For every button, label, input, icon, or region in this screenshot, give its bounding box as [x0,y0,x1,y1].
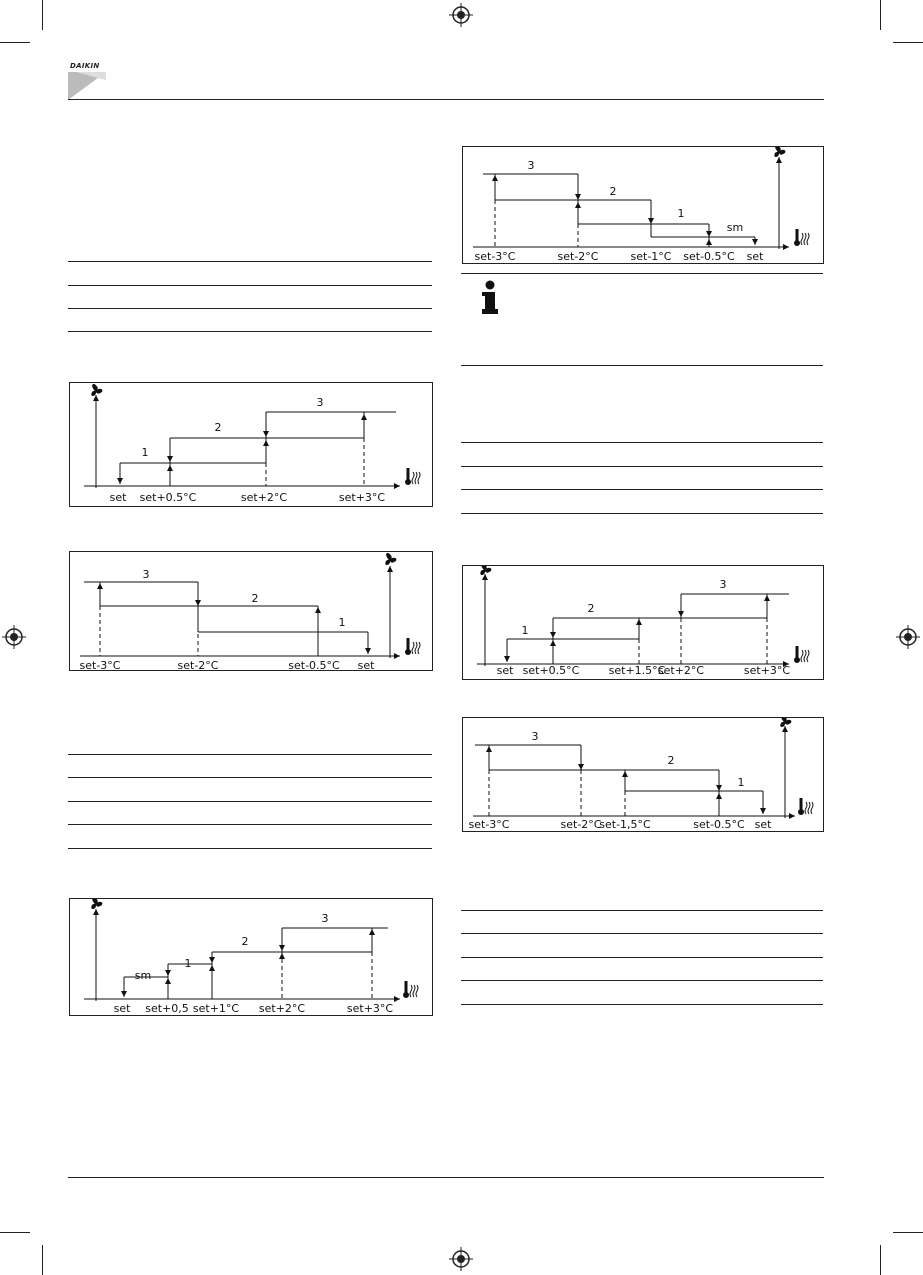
fan-step-label: 3 [316,396,324,409]
arrow-up-marker [167,465,173,471]
arrow-down-marker [550,632,556,638]
fan-speed-diagram [462,146,824,264]
arrow-down-marker [165,970,171,976]
crop-mark [42,0,43,30]
threshold-label: set+0,5 [145,1002,189,1015]
threshold-label: set+3°C [338,491,386,504]
arrow-down-marker [752,239,758,245]
table-rule [461,466,823,467]
crop-mark [0,1232,30,1233]
threshold-label: set [496,664,514,677]
threshold-label: set-3°C [79,659,121,672]
threshold-label: set [109,491,127,504]
arrow-up-marker [93,909,99,915]
registration-mark-icon [2,625,26,649]
table-rule [68,261,432,262]
arrow-up-marker [782,726,788,732]
table-rule [461,980,823,981]
threshold-label: set [113,1002,131,1015]
threshold-label: set-2°C [177,659,219,672]
note-rule [461,273,823,274]
arrow-down-marker [279,945,285,951]
arrow-up-marker [315,607,321,613]
diagram-canvas [70,383,434,508]
brand-name: DAIKIN [70,62,100,70]
arrow-up-marker [387,566,393,572]
thermometer-heat-icon [798,798,813,815]
note-rule [461,365,823,366]
diagram-canvas [463,566,825,681]
fan-step-label: 1 [184,957,192,970]
fan-step-label: 3 [719,578,727,591]
fan-step-label: 3 [321,912,329,925]
arrow-down-marker [195,600,201,606]
arrow-down-marker [648,218,654,224]
table-rule [68,308,432,309]
diagram-canvas [70,552,434,672]
footer-rule [68,1177,824,1178]
arrow-up-marker [165,978,171,984]
arrow-right-marker [783,244,789,250]
table-rule [461,513,823,514]
fan-step-label: sm [726,221,744,234]
fan-icon [481,566,491,574]
arrow-up-marker [209,965,215,971]
table-rule [461,1004,823,1005]
registration-mark-icon [896,625,920,649]
threshold-label: set+3°C [346,1002,394,1015]
table-rule [68,285,432,286]
arrow-up-marker [764,595,770,601]
arrow-up-marker [279,953,285,959]
fan-step-label: 2 [667,754,675,767]
arrow-down-marker [760,808,766,814]
fan-step-label: 3 [142,568,150,581]
registration-mark-icon [449,1247,473,1271]
arrow-up-marker [482,574,488,580]
arrow-up-marker [361,414,367,420]
fan-step-label: 1 [338,616,346,629]
fan-step-label: 1 [737,776,745,789]
threshold-label: set+2°C [240,491,288,504]
diagram-canvas [70,899,434,1017]
crop-mark [880,1245,881,1275]
table-rule [461,910,823,911]
arrow-up-marker [575,202,581,208]
table-rule [461,489,823,490]
threshold-label: set+0.5°C [522,664,580,677]
fan-step-label: 1 [521,624,529,637]
arrow-down-marker [575,194,581,200]
arrow-up-marker [486,746,492,752]
arrow-up-marker [263,440,269,446]
threshold-label: set [746,250,764,263]
arrow-up-marker [636,619,642,625]
arrow-down-marker [716,785,722,791]
table-rule [68,801,432,802]
fan-step-label: 2 [587,602,595,615]
threshold-label: set-3°C [474,250,516,263]
threshold-label: set [357,659,375,672]
fan-icon [92,385,102,396]
crop-mark [893,42,923,43]
fan-step-label: 1 [677,207,685,220]
fan-speed-diagram [462,565,824,680]
arrow-up-marker [776,157,782,163]
threshold-label: set-0.5°C [693,818,745,831]
fan-speed-diagram [69,382,433,507]
thermometer-heat-icon [794,229,809,246]
threshold-label: set-1,5°C [599,818,651,831]
arrow-down-marker [504,656,510,662]
crop-mark [880,0,881,30]
fan-step-label: 3 [531,730,539,743]
arrow-down-marker [263,431,269,437]
table-rule [461,957,823,958]
arrow-up-marker [97,583,103,589]
arrow-down-marker [121,991,127,997]
thermometer-heat-icon [794,646,809,663]
threshold-label: set-2°C [560,818,602,831]
diagram-canvas [463,718,825,833]
arrow-right-marker [394,483,400,489]
table-rule [461,933,823,934]
fan-step-label: 2 [609,185,617,198]
fan-step-label: 2 [214,421,222,434]
fan-icon [92,899,102,908]
threshold-label: set-0.5°C [683,250,735,263]
threshold-label: set+2°C [657,664,705,677]
threshold-label: set+3°C [743,664,791,677]
threshold-label: set+1.5°C [608,664,666,677]
arrow-right-marker [394,653,400,659]
arrow-up-marker [622,771,628,777]
table-rule [68,777,432,778]
fan-step-label: 1 [141,446,149,459]
thermometer-heat-icon [405,638,420,655]
arrow-up-marker [369,929,375,935]
crop-mark [42,1245,43,1275]
arrow-right-marker [394,996,400,1002]
arrow-up-marker [93,395,99,401]
threshold-label: set-0.5°C [288,659,340,672]
arrow-down-marker [706,231,712,237]
diagram-canvas [463,147,825,265]
arrow-up-marker [706,239,712,245]
table-rule [68,824,432,825]
arrow-up-marker [492,175,498,181]
fan-speed-diagram [462,717,824,832]
threshold-label: set-3°C [468,818,510,831]
table-rule [68,754,432,755]
crop-mark [0,42,30,43]
fan-icon [386,554,396,565]
registration-mark-icon [449,3,473,27]
table-rule [68,848,432,849]
crop-mark [893,1232,923,1233]
fan-step-label: sm [134,969,152,982]
arrow-up-marker [716,793,722,799]
fan-speed-diagram [69,898,433,1016]
arrow-down-marker [578,764,584,770]
arrow-down-marker [365,648,371,654]
fan-step-label: 3 [527,159,535,172]
arrow-down-marker [209,957,215,963]
header-rule [68,99,824,100]
threshold-label: set [754,818,772,831]
threshold-label: set-1°C [630,250,672,263]
fan-step-label: 2 [251,592,259,605]
fan-speed-diagram [69,551,433,671]
arrow-down-marker [117,478,123,484]
threshold-label: set+0.5°C [139,491,197,504]
thermometer-heat-icon [405,468,420,485]
arrow-down-marker [167,456,173,462]
thermometer-heat-icon [403,981,418,998]
fan-icon [781,718,791,726]
table-rule [461,442,823,443]
fan-step-label: 2 [241,935,249,948]
threshold-label: set+1°C [192,1002,240,1015]
table-rule [68,331,432,332]
fan-icon [775,147,785,156]
info-icon [479,280,501,316]
arrow-down-marker [678,611,684,617]
threshold-label: set-2°C [557,250,599,263]
threshold-label: set+2°C [258,1002,306,1015]
arrow-right-marker [789,813,795,819]
arrow-up-marker [550,640,556,646]
